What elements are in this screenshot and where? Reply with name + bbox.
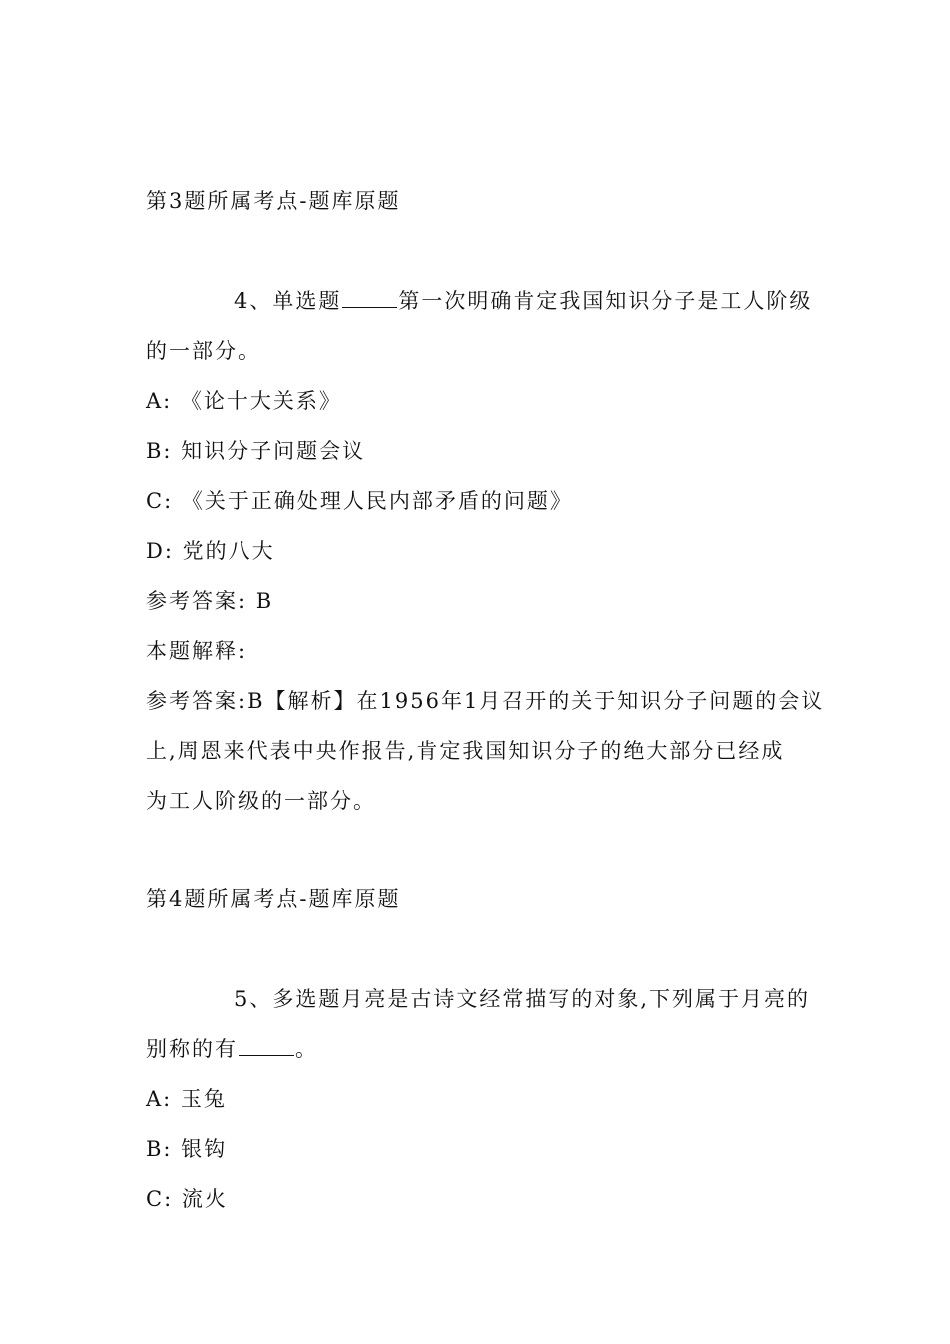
question-4-stem-text: 第一次明确肯定我国知识分子是工人阶级: [398, 289, 813, 313]
section-heading-q3: 第3题所属考点-题库原题: [146, 189, 401, 213]
question-5-option-c: C: 流火: [146, 1187, 228, 1211]
question-4-explain-label: 本题解释:: [146, 639, 248, 663]
question-5-option-b: B: 银钩: [146, 1137, 228, 1161]
question-4-explain-line1: 参考答案:B【解析】在1956年1月召开的关于知识分子问题的会议: [146, 689, 825, 713]
question-4-stem-line1: [234, 286, 812, 316]
section-heading-q4: 第4题所属考点-题库原题: [146, 887, 401, 911]
question-5-stem-suffix: 。: [295, 1037, 318, 1061]
question-4-stem-line2: 的一部分。: [146, 339, 261, 363]
question-5-option-a: A: 玉兔: [146, 1087, 227, 1111]
answer-blank: [239, 1037, 294, 1056]
question-4-option-c: C: 《关于正确处理人民内部矛盾的问题》: [146, 489, 573, 513]
question-4-answer: 参考答案: B: [146, 589, 274, 613]
question-4-option-a: A: 《论十大关系》: [146, 389, 342, 413]
question-4-prefix: 4、单选题: [234, 289, 342, 313]
question-4-explain-line2: 上,周恩来代表中央作报告,肯定我国知识分子的绝大部分已经成: [146, 739, 785, 763]
question-4-option-d: D: 党的八大: [146, 539, 275, 563]
question-4-option-b: B: 知识分子问题会议: [146, 439, 366, 463]
question-5-stem-line1: 5、多选题月亮是古诗文经常描写的对象,下列属于月亮的: [234, 987, 811, 1011]
question-5-stem-line2: [146, 1034, 318, 1064]
answer-blank: [342, 289, 397, 308]
question-5-stem-prefix: 别称的有: [146, 1037, 238, 1061]
question-4-explain-line3: 为工人阶级的一部分。: [146, 789, 376, 813]
